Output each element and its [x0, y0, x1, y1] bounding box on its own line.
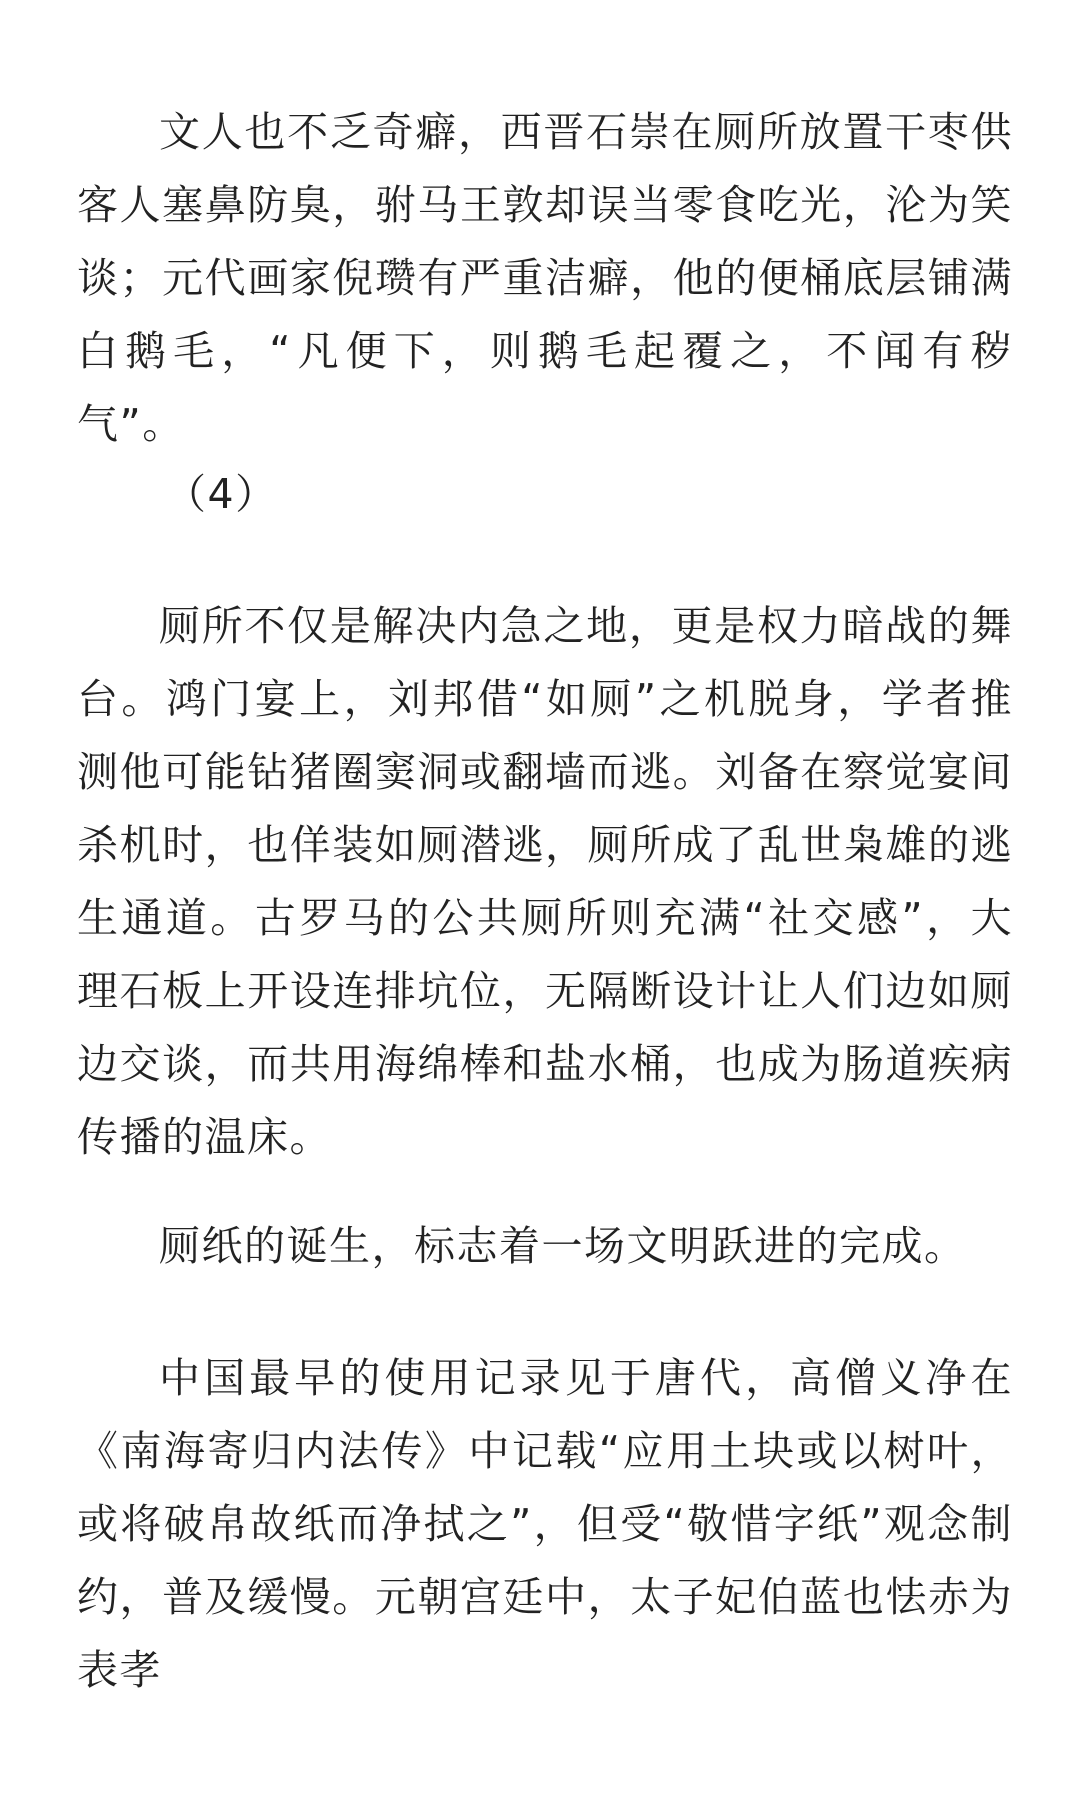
- paragraph-earliest-record: 中国最早的使用记录见于唐代，高僧义净在《南海寄归内法传》中记载“应用土块或以树叶，或将破帛故纸而净拭之”，但受“敬惜字纸”观念制约，普及缓慢。元朝宫廷中，太子妃伯蓝也怯赤为表孝: [77, 1354, 1013, 1694]
- paragraph-toilet-power-stage: 厕所不仅是解决内急之地，更是权力暗战的舞台。鸿门宴上，刘邦借“如厕”之机脱身，学者推测他可能钻猪圈窦洞或翻墙而逃。刘备在察觉宴间杀机时，也佯装如厕潜逃，厕所成了乱世枭雄的逃生通道。古罗马的公共厕所则充满“社交感”，大理石板上开设连排坑位，无隔断设计让人们边如厕边交谈，而共用海绵棒和盐水桶，也成为肠道疾病传播的温床。: [77, 602, 1013, 1161]
- paragraph-eccentric-literati: 文人也不乏奇癖，西晋石崇在厕所放置干枣供客人塞鼻防臭，驸马王敦却误当零食吃光，沦为笑谈；元代画家倪瓒有严重洁癖，他的便桶底层铺满白鹅毛，“凡便下，则鹅毛起覆之，不闻有秽气”。: [77, 108, 1013, 448]
- paragraph-toilet-paper-birth: 厕纸的诞生，标志着一场文明跃进的完成。: [159, 1222, 967, 1270]
- section-number: （4）: [165, 470, 278, 518]
